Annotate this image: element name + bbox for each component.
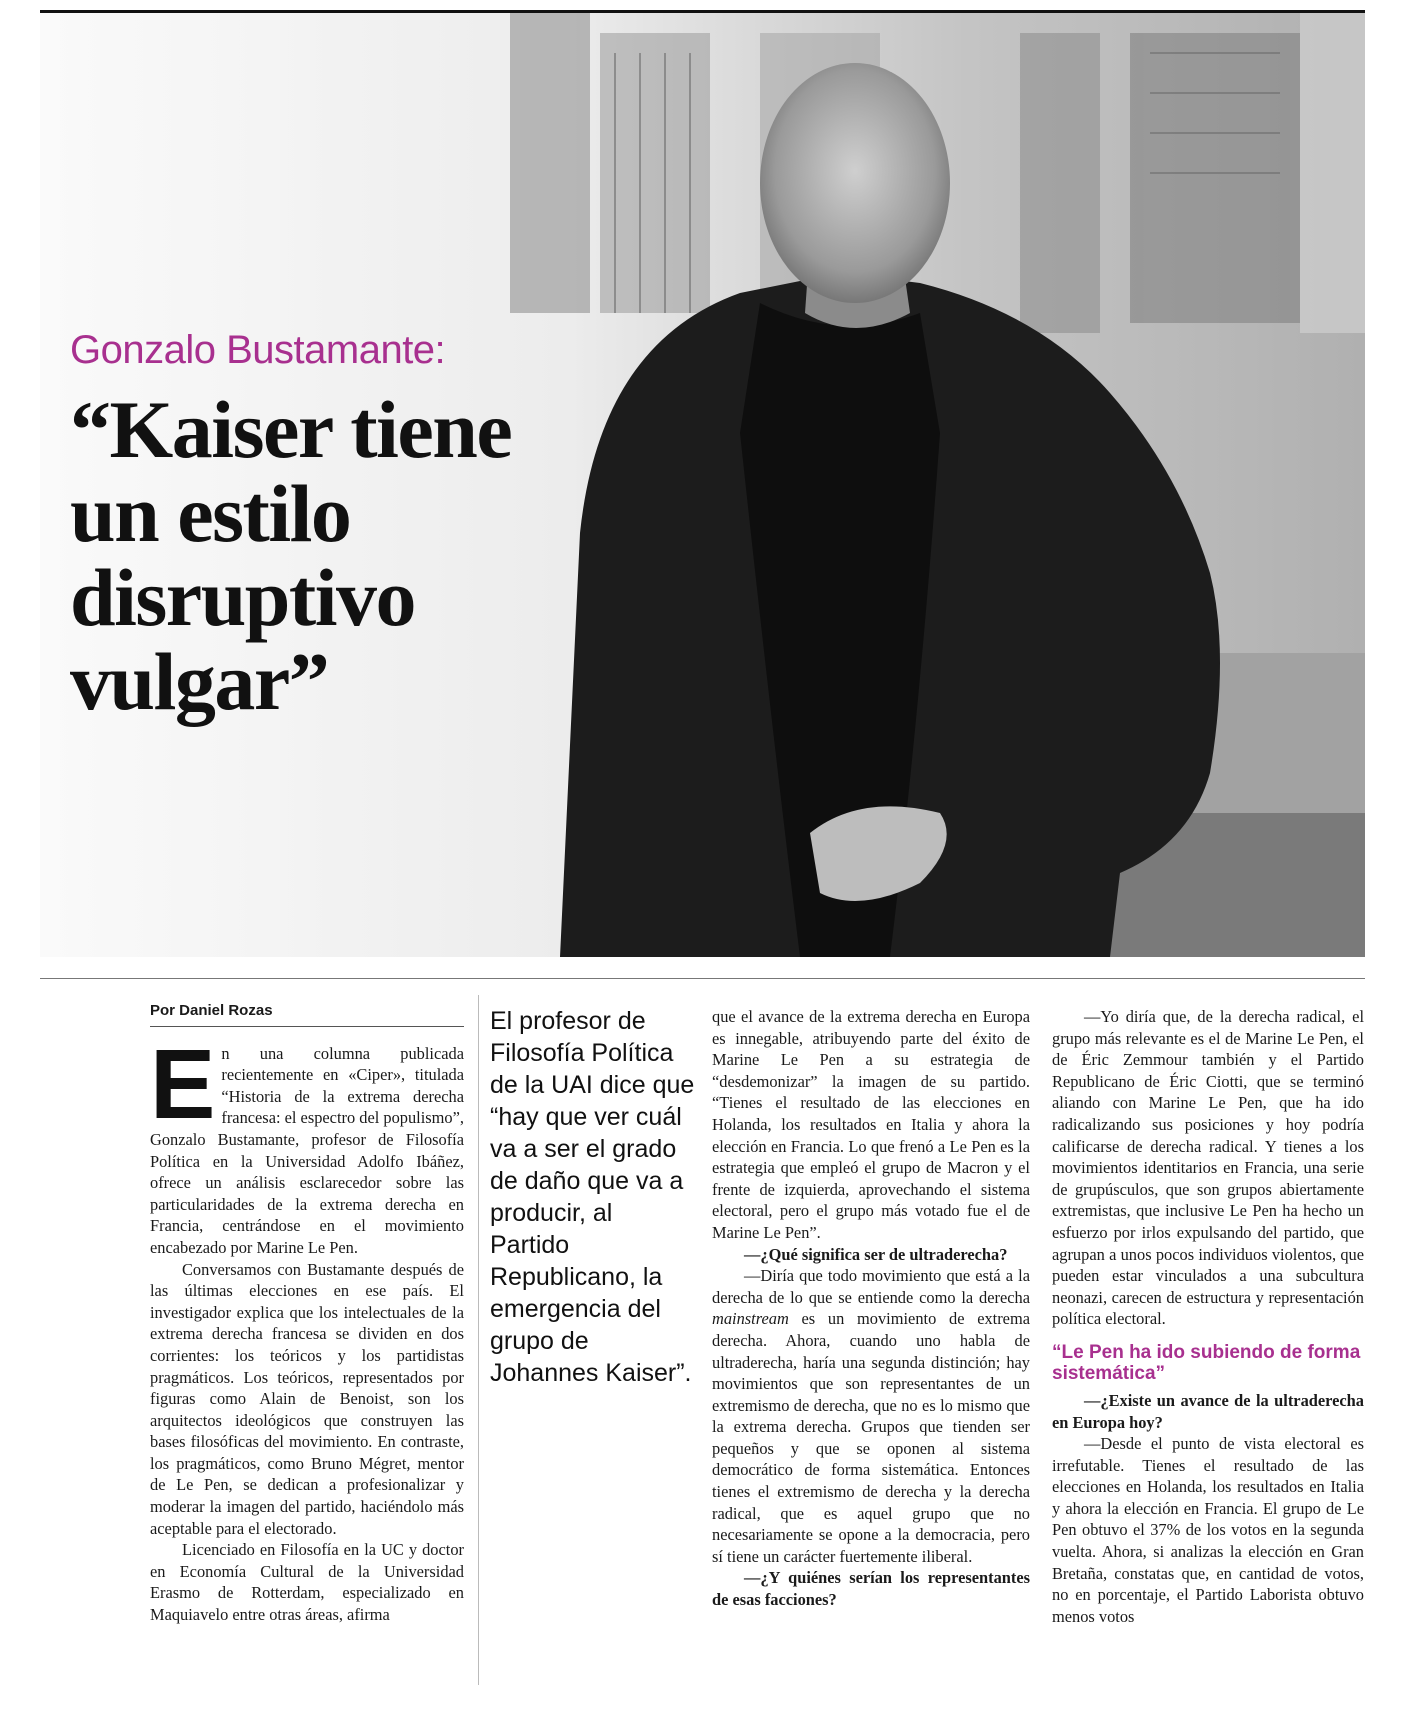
paragraph-text: n una columna publicada recientemente en «Ciper», titulada “Historia de la extrema derecha francesa: el espectro del populismo”, Gonzalo Bustamante, profesor de Filosofía Política en la Universidad Adolfo Ibáñez, ofrece un análisis esclarecedor sobre las particularidades de la extrema derecha en Francia, centrándose en el movimiento encabezado por Marine Le Pen.: [150, 1043, 464, 1257]
answer-emphasis: mainstream: [712, 1309, 789, 1329]
article-paragraph: Licenciado en Filosofía en la UC y doctor en Economía Cultural de la Universidad Erasmo de Rotterdam, especializado en Maquiavelo entre otras áreas, afirma: [150, 1540, 464, 1625]
headline-line: un estilo: [70, 468, 351, 559]
headline: [70, 384, 630, 727]
article-paragraph: [150, 1028, 464, 1259]
section-divider: [40, 978, 1365, 979]
article-paragraph: que el avance de la extrema derecha en Europa es innegable, atribuyendo parte del éxito de Marine Le Pen a su estrategia de “desdemonizar” la imagen de su partido. “Tienes el resultado de las elecciones en Holanda, los resultados en Italia y ahora la elección en Francia. Lo que frenó a Le Pen es la estrategia que empleó el grupo de Macron y el frente de izquierda, aprovechando el sistema electoral, pero el grupo más votado fue el de Marine Le Pen”.: [712, 1007, 1030, 1242]
article-column-3: [712, 1006, 1030, 1611]
pull-quote: El profesor de Filosofía Política de la UAI dice que “hay que ver cuál va a ser el grado de daño que va a producir, al Partido Republicano, la emergencia del grupo de Johannes Kaiser”.: [490, 1007, 695, 1387]
answer-text: —Diría que todo movimiento que está a la derecha de lo que se entiende como la derecha: [712, 1266, 1030, 1307]
interview-question: —¿Existe un avance de la ultraderecha en Europa hoy?: [1052, 1390, 1364, 1432]
interview-question: —¿Y quiénes serían los representantes de esas facciones?: [712, 1568, 1030, 1610]
headline-line: disruptivo: [70, 552, 415, 643]
answer-text: es un movimiento de extrema derecha. Ahora, cuando uno habla de ultraderecha, haría una segunda distinción; hay movimientos que son representantes de un extremismo de derecha, que no es lo mismo que la extrema derecha. Grupos que tienden ser pequeños y que se oponen al sistema democrático de forma sistemática. Entonces tienes el extremismo de derecha y la derecha radical, que es aquel grupo que no necesariamente se opone a la democracia, pero sí tiene un carácter fuertemente iliberal.: [712, 1309, 1030, 1566]
interview-question: —¿Qué significa ser de ultraderecha?: [744, 1244, 1008, 1264]
interview-answer: [712, 1265, 1030, 1567]
interview-answer: —Desde el punto de vista electoral es irrefutable. Tienes el resultado de las elecciones en Holanda, los resultados en Italia y ahora la elección en Francia. El grupo de Le Pen obtuvo el 37% de los votos en la segunda vuelta. Ahora, si analizas la elección en Gran Bretaña, constatas que, en cantidad de votos, no en porcentaje, el Partido Laborista obtuvo menos votos: [1052, 1434, 1364, 1626]
drop-cap: E: [150, 1028, 216, 1139]
headline-kicker: Gonzalo Bustamante:: [70, 328, 446, 372]
article-column-1: [150, 1000, 464, 1626]
headline-line: “Kaiser tiene: [70, 384, 512, 475]
pull-quote-rule: [478, 995, 479, 1685]
headline-line: vulgar”: [70, 636, 329, 727]
article-paragraph: Conversamos con Bustamante después de las últimas elecciones en ese país. El investigador explica que los intelectuales de la extrema derecha francesa se dividen en dos corrientes: los teóricos y los partidistas pragmáticos. Los teóricos, representados por figuras como Alain de Benoist, son los arquitectos ideológicos que construyen las bases filosóficas del movimiento. En contraste, los pragmáticos, como Bruno Mégret, mentor de Le Pen, se dedican a profesionalizar y moderar la imagen del partido, haciéndolo más aceptable para el electorado.: [150, 1259, 464, 1538]
byline: Por Daniel Rozas: [150, 1000, 464, 1027]
interview-answer: —Yo diría que, de la derecha radical, el grupo más relevante es el de Marine Le Pen, el de Éric Zemmour también y el Partido Republicano de Éric Ciotti, que se terminó aliando con Marine Le Pen, que ha ido radicalizando sus posiciones y hoy podría calificarse de derecha radical. Y tienes a los movimientos identitarios en Francia, una serie de grupúsculos, que son grupos abiertamente extremistas, que inclusive Le Pen ha hecho un esfuerzo por irlos expulsando del partido, que agrupan a unos pocos individuos violentos, que pueden estar vinculados a una subcultura neonazi, carecen de estructura y representación política electoral.: [1052, 1007, 1364, 1329]
article-column-4: [1052, 1006, 1364, 1627]
section-subhead: “Le Pen ha ido subiendo de forma sistemática”: [1052, 1341, 1361, 1384]
